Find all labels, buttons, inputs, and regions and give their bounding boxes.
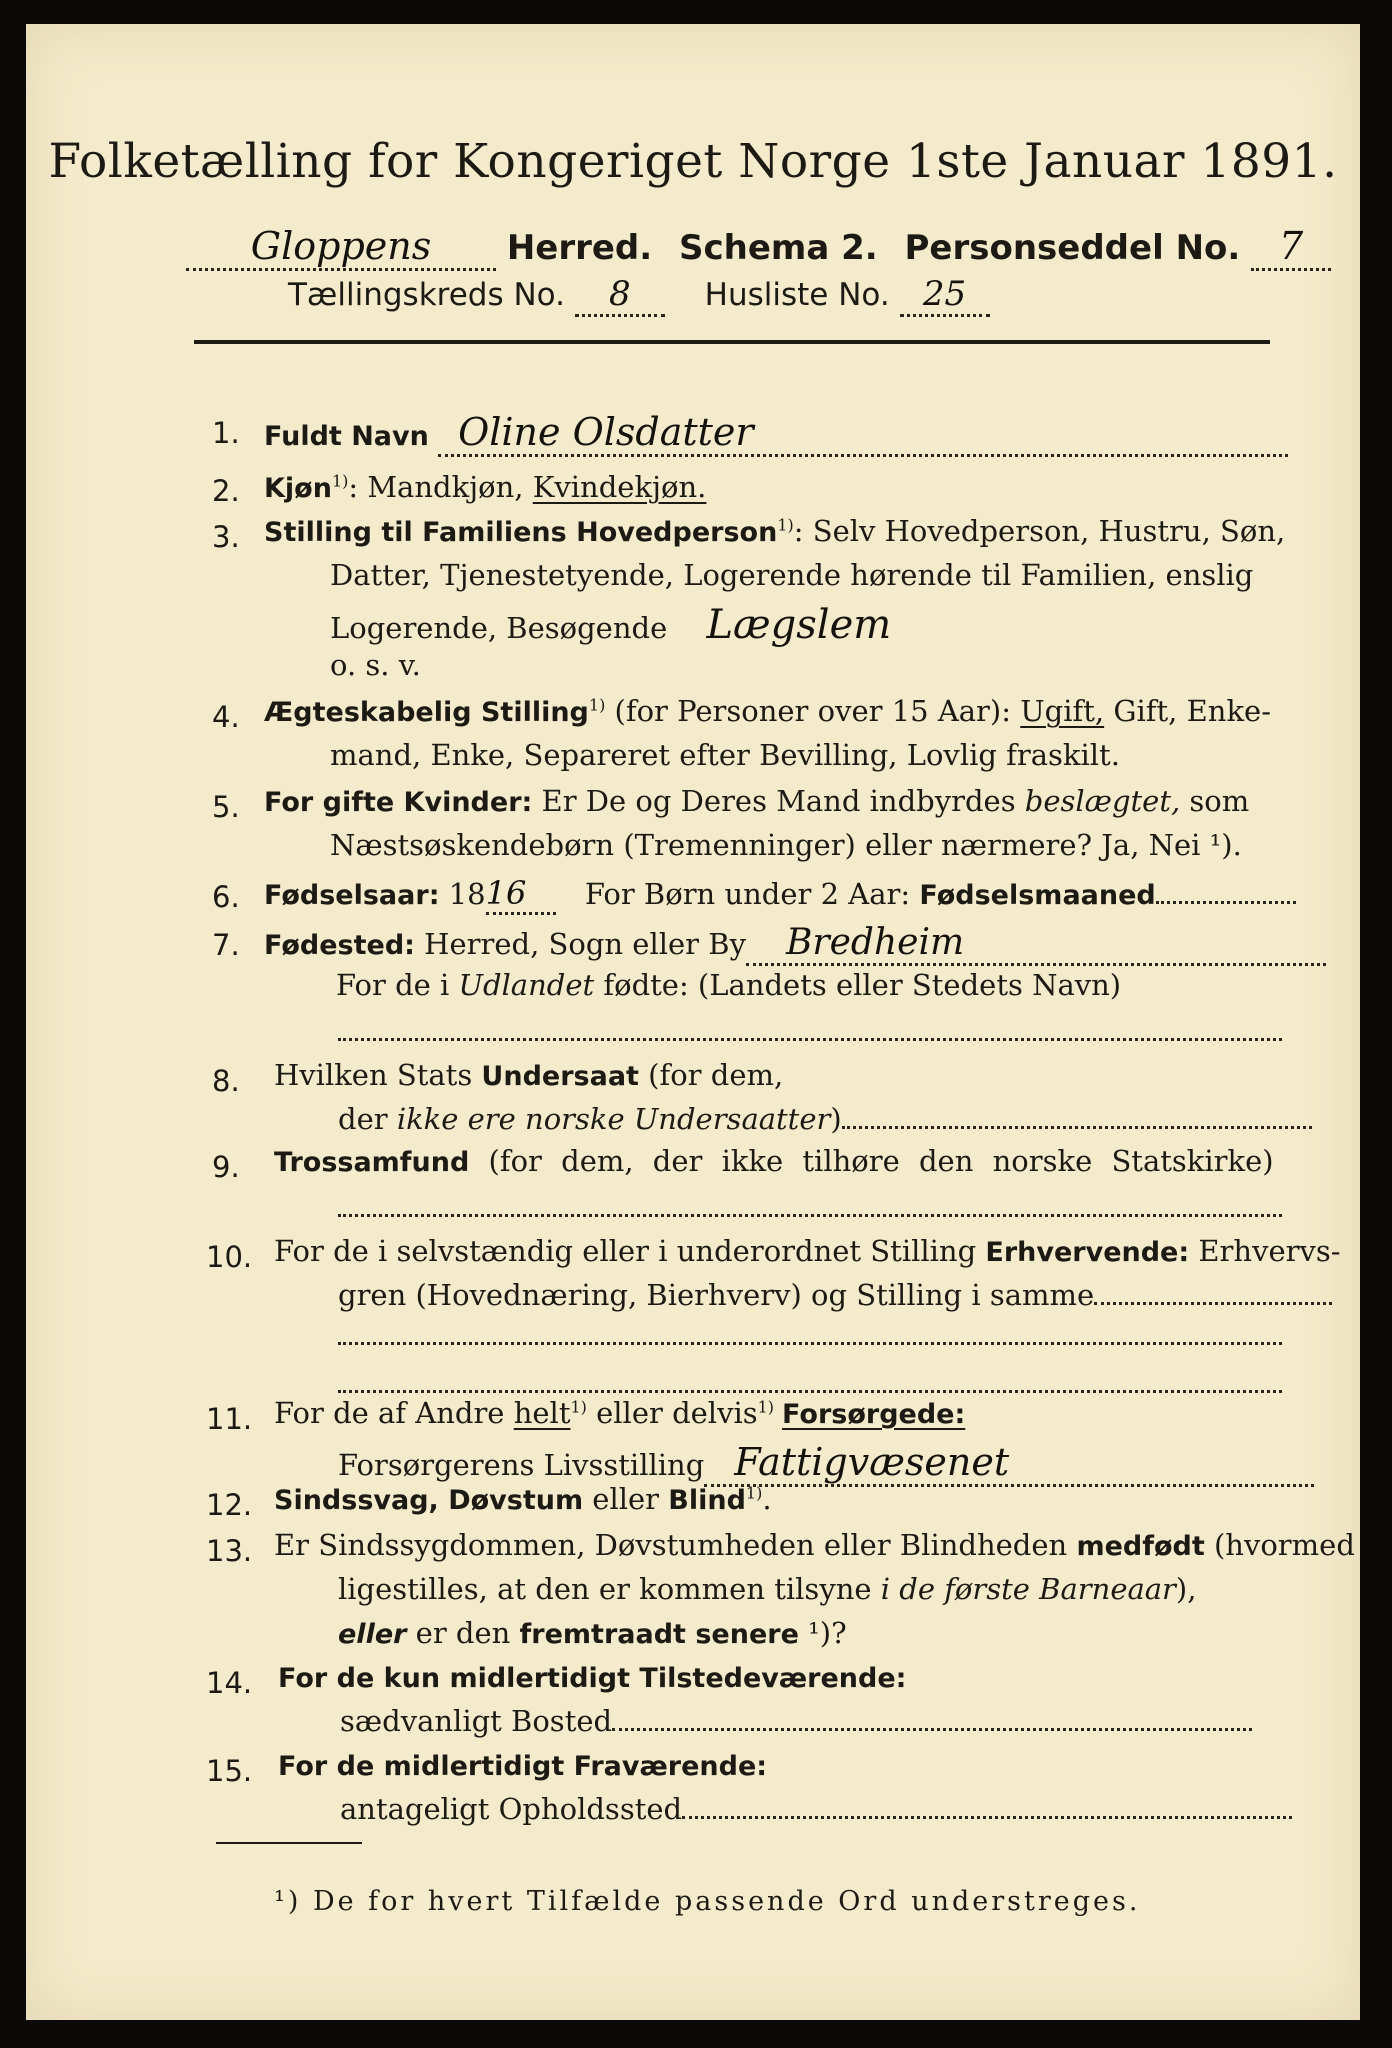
q8-text-a: Hvilken Stats (274, 1058, 482, 1092)
q2-text-b: Kvindekjøn. (532, 470, 707, 504)
q14-number: 14. (206, 1666, 253, 1700)
q1-row (264, 410, 1288, 457)
q14-fill (612, 1728, 1252, 1731)
q10-number: 10. (206, 1240, 253, 1274)
personseddel-label: Personseddel No. (904, 228, 1241, 268)
q5-line2: Næstsøskendebørn (Tremenninger) eller nærmere? Ja, Nei ¹). (330, 828, 1242, 862)
q10-text-a: For de i selvstændig eller i underordnet Stilling (274, 1234, 986, 1268)
husliste-value: 25 (900, 274, 990, 317)
q7-line2-b: fødte: (Landets eller Stedets Navn) (594, 968, 1122, 1002)
q5-text-b: som (1180, 784, 1250, 818)
q2-sup: 1) (331, 471, 349, 491)
q6-fill (1156, 901, 1296, 904)
q11-line1 (274, 1396, 965, 1430)
q11-text-b: eller delvis (586, 1396, 758, 1430)
q10-blank-line-1 (338, 1342, 1282, 1345)
q6-row (264, 874, 1296, 915)
q3-line3 (330, 602, 891, 648)
q1-label: Fuldt Navn (264, 421, 429, 452)
q13-line2-it: i de første Barneaar (880, 1572, 1176, 1606)
q8-line2-b: ) (830, 1102, 842, 1136)
q11-sup2: 1) (757, 1397, 775, 1417)
q7-value: Bredheim (746, 922, 1326, 966)
q6-prefix: 18 (448, 877, 486, 911)
q9-blank-line (338, 1214, 1282, 1217)
q4-text-a: (for Personer over 15 Aar): (605, 694, 1021, 728)
footnote-rule (216, 1842, 362, 1844)
q4-sup: 1) (588, 695, 606, 715)
q2-row (264, 470, 706, 504)
q8-text-b: (for dem, (638, 1058, 784, 1092)
q13-text-b: (hvormed (1204, 1528, 1355, 1562)
q7-line2 (336, 968, 1121, 1002)
q12-label: Sindssvag, Døvstum (274, 1485, 584, 1516)
q15-line1 (278, 1748, 767, 1782)
q8-line2-a: der (338, 1102, 397, 1136)
q11-label: Forsørgede: (782, 1399, 966, 1430)
q4-line2: mand, Enke, Separeret efter Bevilling, Lovlig fraskilt. (330, 738, 1120, 772)
q13-line3 (338, 1616, 847, 1650)
q15-number: 15. (206, 1754, 253, 1788)
q13-number: 13. (206, 1534, 253, 1568)
q4-number: 4. (212, 700, 240, 734)
q13-line2-b: ), (1175, 1572, 1197, 1606)
q15-label: For de midlertidigt Fraværende: (278, 1751, 768, 1782)
q13-line3-a: er den (406, 1616, 520, 1650)
q9-text-a: (for dem, der ikke tilhøre den norske Statskirke) (469, 1144, 1274, 1178)
q9-number: 9. (212, 1150, 240, 1184)
q15-line2-text: antageligt Opholdssted (340, 1792, 683, 1826)
q7-line2-a: For de i (336, 968, 459, 1002)
q10-line2 (338, 1278, 1332, 1312)
q8-fill (842, 1126, 1312, 1129)
q7-line2-it: Udlandet (458, 968, 595, 1002)
q13-line2 (338, 1572, 1196, 1606)
q8-line2-it: ikke ere norske Undersaatter (396, 1102, 831, 1136)
q9-label: Trossamfund (274, 1147, 470, 1178)
q6-number: 6. (212, 880, 240, 914)
footnote: ¹) De for hvert Tilfælde passende Ord understreges. (274, 1886, 1141, 1917)
q12-row (274, 1482, 772, 1516)
q10-blank-line-2 (338, 1390, 1282, 1393)
q5-number: 5. (212, 790, 240, 824)
taellingskreds-value: 8 (575, 274, 665, 317)
q13-line2-a: ligestilles, at den er kommen tilsyne (338, 1572, 881, 1606)
herred-value: Gloppens (186, 224, 496, 271)
q14-line1 (278, 1660, 906, 1694)
q5-text-it: beslægtet, (1024, 784, 1181, 818)
q3-line1 (264, 514, 1285, 548)
q15-fill (682, 1816, 1292, 1819)
q7-blank-line (338, 1038, 1282, 1041)
q3-line4: o. s. v. (330, 648, 421, 682)
q10-line2-text: gren (Hovednæring, Bierhverv) og Stilling i samme (338, 1278, 1095, 1312)
q11-number: 11. (206, 1402, 253, 1436)
q4-text-u: Ugift, (1020, 694, 1105, 728)
taellingskreds-label: Tællingskreds No. (288, 277, 565, 313)
q7-line1 (264, 922, 1326, 966)
q12-text-b: . (762, 1482, 772, 1516)
personseddel-value: 7 (1251, 224, 1331, 271)
q2-number: 2. (212, 474, 240, 508)
husliste-label: Husliste No. (704, 277, 890, 313)
q13-line3-b: ¹)? (798, 1616, 847, 1650)
q9-line1 (274, 1144, 1274, 1178)
q4-label: Ægteskabelig Stilling (264, 697, 589, 728)
q3-line2: Datter, Tjenestetyende, Logerende hørende til Familien, enslig (330, 558, 1254, 592)
q5-line1 (264, 784, 1249, 818)
q3-sup: 1) (777, 515, 794, 535)
q3-line1-text: : Selv Hovedperson, Hustru, Søn, (793, 514, 1286, 548)
q3-line3-text: Logerende, Besøgende (330, 611, 668, 645)
q5-label: For gifte Kvinder: (264, 787, 533, 818)
q10-line1 (274, 1234, 1341, 1268)
q11-line2 (338, 1440, 1314, 1487)
q11-text-u1: helt (513, 1396, 571, 1430)
q12-number: 12. (206, 1488, 253, 1522)
q8-label: Undersaat (481, 1061, 639, 1092)
q4-line1 (264, 694, 1271, 728)
q6-label: Fødselsaar: (264, 880, 440, 911)
q8-number: 8. (212, 1064, 240, 1098)
q8-line2 (338, 1102, 1312, 1136)
q4-text-b: Gift, Enke- (1104, 694, 1271, 728)
kreds-line (288, 274, 990, 317)
herred-line (186, 224, 1331, 271)
header-rule (194, 340, 1270, 344)
q11-value: Fattigvæsenet (704, 1440, 1314, 1487)
schema-label: Schema 2. (679, 228, 878, 268)
q14-line2 (340, 1704, 1252, 1738)
q3-label: Stilling til Familiens Hovedperson (264, 517, 778, 548)
q12-label2: Blind (668, 1485, 746, 1516)
q12-sup: 1) (745, 1483, 763, 1503)
form-title: Folketælling for Kongeriget Norge 1ste Januar 1891. (48, 134, 1338, 189)
q1-value: Oline Olsdatter (438, 410, 1288, 457)
q14-label: For de kun midlertidigt Tilstedeværende: (278, 1663, 907, 1694)
q2-text-a: : Mandkjøn, (348, 470, 533, 504)
q10-text-b: Erhvervs- (1189, 1234, 1341, 1268)
q15-line2 (340, 1792, 1292, 1826)
q7-text-a: Herred, Sogn eller By (414, 927, 746, 961)
herred-label: Herred. (506, 228, 653, 268)
q2-label: Kjøn (264, 473, 332, 504)
q7-label: Fødested: (264, 930, 415, 961)
q11-text-a: For de af Andre (274, 1396, 514, 1430)
q7-number: 7. (212, 928, 240, 962)
q11-line2-text: Forsørgerens Livsstilling (338, 1448, 705, 1482)
q8-line1 (274, 1058, 783, 1092)
q10-fill (1094, 1302, 1332, 1305)
q5-text-a: Er De og Deres Mand indbyrdes (532, 784, 1025, 818)
q13-line1 (274, 1528, 1355, 1562)
q14-line2-text: sædvanligt Bosted (340, 1704, 613, 1738)
q11-sup: 1) (570, 1397, 587, 1417)
q13-text-a: Er Sindssygdommen, Døvstumheden eller Blindheden (274, 1528, 1077, 1562)
q3-value: Lægslem (706, 602, 892, 648)
q10-label: Erhvervende: (985, 1237, 1190, 1268)
q3-number: 3. (212, 520, 240, 554)
q13-line3-it: eller (338, 1619, 407, 1650)
q13-label: medfødt (1076, 1531, 1205, 1562)
q13-line3-label: fremtraadt senere (519, 1619, 799, 1650)
q6-value: 16 (486, 874, 556, 915)
q6-text-a: For Børn under 2 Aar: (584, 877, 920, 911)
q1-number: 1. (212, 416, 240, 450)
q12-text-a: eller (583, 1482, 669, 1516)
q6-text-b: Fødselsmaaned (919, 880, 1156, 911)
census-form-page (26, 24, 1360, 2020)
